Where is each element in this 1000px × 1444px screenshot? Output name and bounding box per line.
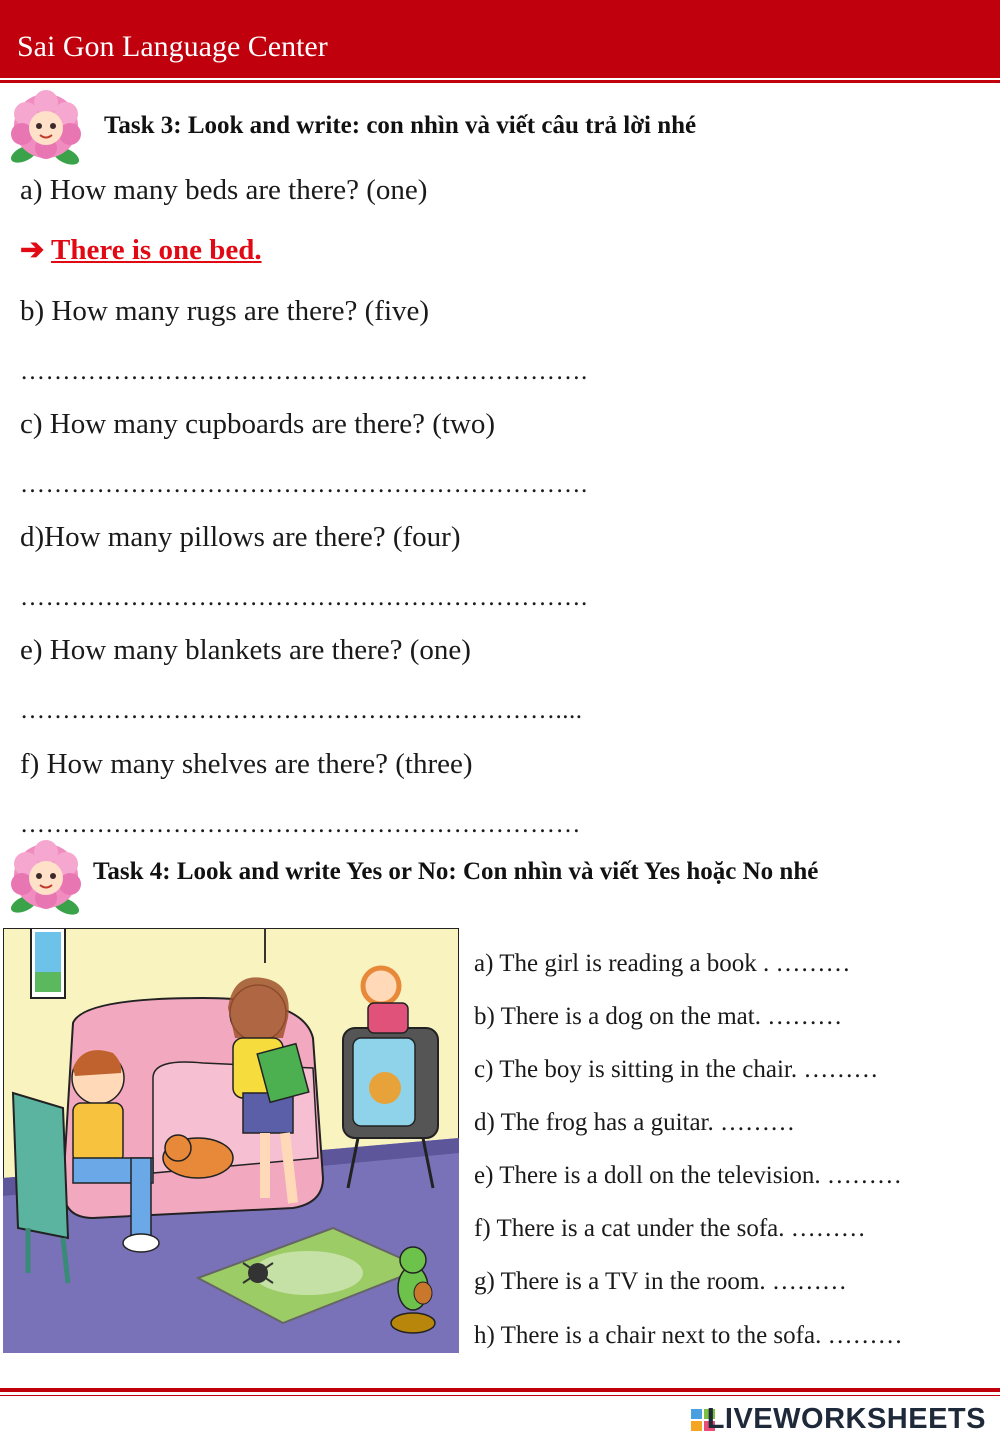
- statement-g: g) There is a TV in the room. ………: [474, 1268, 847, 1295]
- question-d: d)How many pillows are there? (four): [20, 521, 461, 553]
- answer-field-d[interactable]: ………………………………………………………….: [20, 584, 588, 611]
- answer-field-c[interactable]: ………………………………………………………….: [20, 471, 588, 498]
- statement-a: a) The girl is reading a book . ………: [474, 950, 851, 977]
- example-answer-text: There is one bed.: [51, 234, 262, 266]
- question-f: f) How many shelves are there? (three): [20, 748, 473, 780]
- liveworksheets-brand[interactable]: LIVEWORKSHEETS: [706, 1403, 986, 1435]
- statement-f: f) There is a cat under the sofa. ………: [474, 1215, 866, 1242]
- center-name: Sai Gon Language Center: [17, 30, 328, 63]
- question-b: b) How many rugs are there? (five): [20, 295, 430, 327]
- arrow-icon: ➔: [20, 234, 45, 266]
- statement-b: b) There is a dog on the mat. ………: [474, 1003, 843, 1030]
- question-e: e) How many blankets are there? (one): [20, 634, 471, 666]
- answer-field-f[interactable]: …………………………………………………………: [20, 811, 581, 838]
- task3-title: Task 3: Look and write: con nhìn và viết câu trả lời nhé: [104, 112, 697, 139]
- question-c: c) How many cupboards are there? (two): [20, 408, 496, 440]
- header-bar: [0, 0, 1000, 78]
- question-a: a) How many beds are there? (one): [20, 174, 428, 206]
- answer-field-b[interactable]: ………………………………………………………….: [20, 358, 588, 385]
- header-divider: [0, 80, 1000, 83]
- flower-mascot-icon: [4, 838, 88, 918]
- statement-e: e) There is a doll on the television. ………: [474, 1162, 902, 1189]
- footer-divider: [0, 1388, 1000, 1392]
- statement-c: c) The boy is sitting in the chair. ………: [474, 1056, 879, 1083]
- task4-title: Task 4: Look and write Yes or No: Con nhìn và viết Yes hoặc No nhé: [93, 858, 819, 885]
- statement-d: d) The frog has a guitar. ………: [474, 1109, 795, 1136]
- living-room-illustration: [3, 928, 459, 1353]
- statement-h: h) There is a chair next to the sofa. ………: [474, 1322, 903, 1349]
- flower-mascot-icon: [4, 88, 88, 168]
- example-answer: [20, 232, 262, 267]
- footer-divider-thin: [0, 1395, 1000, 1396]
- answer-field-e[interactable]: ………………………………………………………....: [20, 697, 583, 724]
